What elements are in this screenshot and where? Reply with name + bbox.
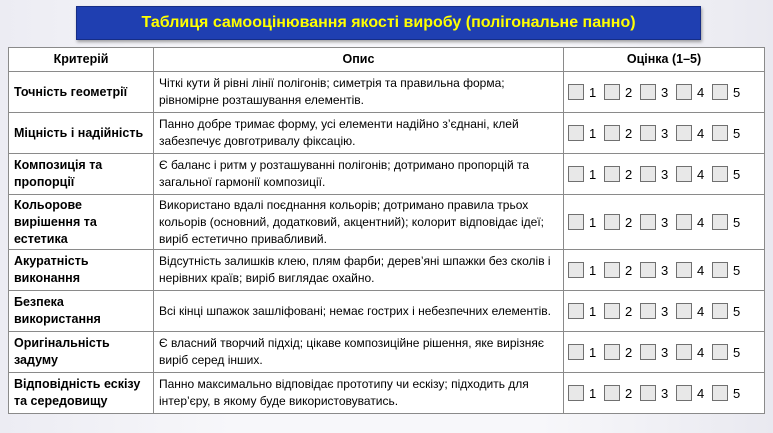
score-checkbox[interactable]	[604, 303, 620, 319]
criterion-cell: Оригінальність задуму	[9, 332, 154, 373]
score-number: 1	[589, 262, 597, 278]
page-title: Таблиця самооцінювання якості виробу (полігональне панно)	[141, 14, 636, 31]
score-number: 2	[625, 125, 633, 141]
score-option	[640, 125, 671, 142]
description-cell: Чіткі кути й рівні лінії полігонів; симетрія та правильна форма; рівномірне розташування елементів.	[154, 72, 564, 113]
score-number: 4	[697, 344, 705, 360]
score-checkbox[interactable]	[712, 125, 728, 141]
score-option	[640, 385, 671, 402]
score-checkbox[interactable]	[604, 385, 620, 401]
score-option	[568, 344, 599, 361]
score-option	[676, 303, 707, 320]
score-checkbox[interactable]	[604, 344, 620, 360]
score-number: 4	[697, 303, 705, 319]
score-checkbox[interactable]	[568, 385, 584, 401]
score-option	[712, 385, 743, 402]
score-option	[676, 166, 707, 183]
score-option	[604, 262, 635, 279]
criterion-cell: Безпека використання	[9, 291, 154, 332]
score-options	[568, 344, 764, 361]
score-number: 1	[589, 84, 597, 100]
score-checkbox[interactable]	[676, 166, 692, 182]
score-option	[568, 84, 599, 101]
score-options	[568, 385, 764, 402]
score-number: 4	[697, 385, 705, 401]
score-option	[676, 214, 707, 231]
score-checkbox[interactable]	[676, 84, 692, 100]
score-option	[712, 125, 743, 142]
score-checkbox[interactable]	[604, 214, 620, 230]
score-cell	[564, 250, 765, 291]
score-option	[568, 214, 599, 231]
score-number: 5	[733, 303, 741, 319]
table-header-row	[9, 48, 765, 72]
score-checkbox[interactable]	[604, 262, 620, 278]
score-number: 3	[661, 214, 669, 230]
score-checkbox[interactable]	[640, 166, 656, 182]
score-number: 1	[589, 303, 597, 319]
self-assessment-table	[8, 47, 765, 414]
description-cell: Є баланс і ритм у розташуванні полігонів; дотримано пропорцій та загальної гармонії композиції.	[154, 154, 564, 195]
score-options	[568, 166, 764, 183]
score-checkbox[interactable]	[712, 303, 728, 319]
score-number: 3	[661, 385, 669, 401]
score-number: 1	[589, 344, 597, 360]
score-checkbox[interactable]	[604, 125, 620, 141]
table-body	[9, 72, 765, 414]
score-option	[604, 166, 635, 183]
title-banner	[76, 6, 701, 40]
score-number: 2	[625, 214, 633, 230]
score-number: 2	[625, 303, 633, 319]
score-option	[640, 344, 671, 361]
score-number: 1	[589, 125, 597, 141]
score-number: 5	[733, 214, 741, 230]
column-header-score: Оцінка (1–5)	[564, 48, 765, 72]
criterion-cell: Міцність і надійність	[9, 113, 154, 154]
score-option	[676, 84, 707, 101]
score-checkbox[interactable]	[640, 303, 656, 319]
table-row	[9, 72, 765, 113]
score-option	[568, 166, 599, 183]
description-cell: Панно добре тримає форму, усі елементи надійно з’єднані, клей забезпечує довготривалу фіксацію.	[154, 113, 564, 154]
table-row	[9, 195, 765, 250]
score-cell	[564, 195, 765, 250]
score-checkbox[interactable]	[676, 125, 692, 141]
score-checkbox[interactable]	[676, 303, 692, 319]
score-number: 3	[661, 262, 669, 278]
score-cell	[564, 113, 765, 154]
table-row	[9, 291, 765, 332]
column-header-description: Опис	[154, 48, 564, 72]
table-row	[9, 250, 765, 291]
score-checkbox[interactable]	[568, 214, 584, 230]
score-number: 4	[697, 125, 705, 141]
score-number: 2	[625, 385, 633, 401]
criterion-cell: Точність геометрії	[9, 72, 154, 113]
score-number: 5	[733, 344, 741, 360]
score-number: 5	[733, 125, 741, 141]
score-option	[712, 214, 743, 231]
score-checkbox[interactable]	[640, 214, 656, 230]
description-cell: Всі кінці шпажок зашліфовані; немає гострих і небезпечних елементів.	[154, 291, 564, 332]
table-row	[9, 113, 765, 154]
score-checkbox[interactable]	[712, 385, 728, 401]
score-cell	[564, 332, 765, 373]
score-checkbox[interactable]	[676, 385, 692, 401]
description-cell: Панно максимально відповідає прототипу чи ескізу; підходить для інтер’єру, в якому буде використовуватись.	[154, 373, 564, 414]
score-option	[676, 385, 707, 402]
score-checkbox[interactable]	[568, 84, 584, 100]
score-number: 5	[733, 262, 741, 278]
score-options	[568, 125, 764, 142]
score-number: 1	[589, 385, 597, 401]
score-option	[604, 214, 635, 231]
score-options	[568, 214, 764, 231]
score-option	[712, 84, 743, 101]
score-checkbox[interactable]	[640, 125, 656, 141]
score-checkbox[interactable]	[640, 262, 656, 278]
score-options	[568, 84, 764, 101]
criterion-cell: Композиція та пропорції	[9, 154, 154, 195]
score-option	[568, 303, 599, 320]
score-checkbox[interactable]	[712, 344, 728, 360]
score-option	[676, 344, 707, 361]
table-row	[9, 154, 765, 195]
score-number: 4	[697, 166, 705, 182]
score-number: 3	[661, 125, 669, 141]
score-option	[640, 214, 671, 231]
score-checkbox[interactable]	[640, 84, 656, 100]
score-checkbox[interactable]	[568, 125, 584, 141]
score-number: 2	[625, 166, 633, 182]
score-checkbox[interactable]	[712, 262, 728, 278]
score-option	[604, 125, 635, 142]
score-option	[676, 125, 707, 142]
score-cell	[564, 72, 765, 113]
score-number: 2	[625, 262, 633, 278]
score-option	[640, 303, 671, 320]
score-checkbox[interactable]	[676, 214, 692, 230]
column-header-criterion: Критерій	[9, 48, 154, 72]
description-cell: Відсутність залишків клею, плям фарби; дерев’яні шпажки без сколів і нерівних країв; виріб виглядає охайно.	[154, 250, 564, 291]
score-option	[640, 262, 671, 279]
score-number: 3	[661, 344, 669, 360]
score-cell	[564, 291, 765, 332]
score-option	[712, 303, 743, 320]
score-options	[568, 303, 764, 320]
score-checkbox[interactable]	[568, 166, 584, 182]
score-option	[712, 344, 743, 361]
score-checkbox[interactable]	[604, 84, 620, 100]
score-option	[604, 303, 635, 320]
score-checkbox[interactable]	[712, 166, 728, 182]
score-number: 5	[733, 385, 741, 401]
score-number: 3	[661, 303, 669, 319]
score-checkbox[interactable]	[640, 344, 656, 360]
score-checkbox[interactable]	[712, 84, 728, 100]
score-number: 2	[625, 344, 633, 360]
score-checkbox[interactable]	[712, 214, 728, 230]
score-option	[604, 385, 635, 402]
score-option	[568, 262, 599, 279]
score-number: 3	[661, 84, 669, 100]
score-option	[568, 385, 599, 402]
score-option	[640, 84, 671, 101]
score-number: 4	[697, 84, 705, 100]
score-option	[712, 262, 743, 279]
score-checkbox[interactable]	[676, 262, 692, 278]
score-number: 5	[733, 166, 741, 182]
score-checkbox[interactable]	[568, 303, 584, 319]
score-cell	[564, 154, 765, 195]
score-number: 2	[625, 84, 633, 100]
score-number: 3	[661, 166, 669, 182]
score-option	[640, 166, 671, 183]
score-number: 1	[589, 214, 597, 230]
score-number: 1	[589, 166, 597, 182]
score-option	[604, 344, 635, 361]
table-row	[9, 373, 765, 414]
score-options	[568, 262, 764, 279]
score-checkbox[interactable]	[568, 262, 584, 278]
score-number: 4	[697, 262, 705, 278]
table-row	[9, 332, 765, 373]
score-option	[568, 125, 599, 142]
score-cell	[564, 373, 765, 414]
score-number: 4	[697, 214, 705, 230]
score-checkbox[interactable]	[568, 344, 584, 360]
score-option	[676, 262, 707, 279]
criterion-cell: Акуратність виконання	[9, 250, 154, 291]
score-checkbox[interactable]	[604, 166, 620, 182]
criterion-cell: Відповідність ескізу та середовищу	[9, 373, 154, 414]
score-option	[604, 84, 635, 101]
score-checkbox[interactable]	[676, 344, 692, 360]
description-cell: Є власний творчий підхід; цікаве композиційне рішення, яке вирізняє виріб серед інших.	[154, 332, 564, 373]
score-number: 5	[733, 84, 741, 100]
score-checkbox[interactable]	[640, 385, 656, 401]
score-option	[712, 166, 743, 183]
description-cell: Використано вдалі поєднання кольорів; дотримано правила трьох кольорів (основний, додатковий, акцентний); колорит відповідає ідеї; виріб естетично привабливий.	[154, 195, 564, 250]
criterion-cell: Кольорове вирішення та естетика	[9, 195, 154, 250]
